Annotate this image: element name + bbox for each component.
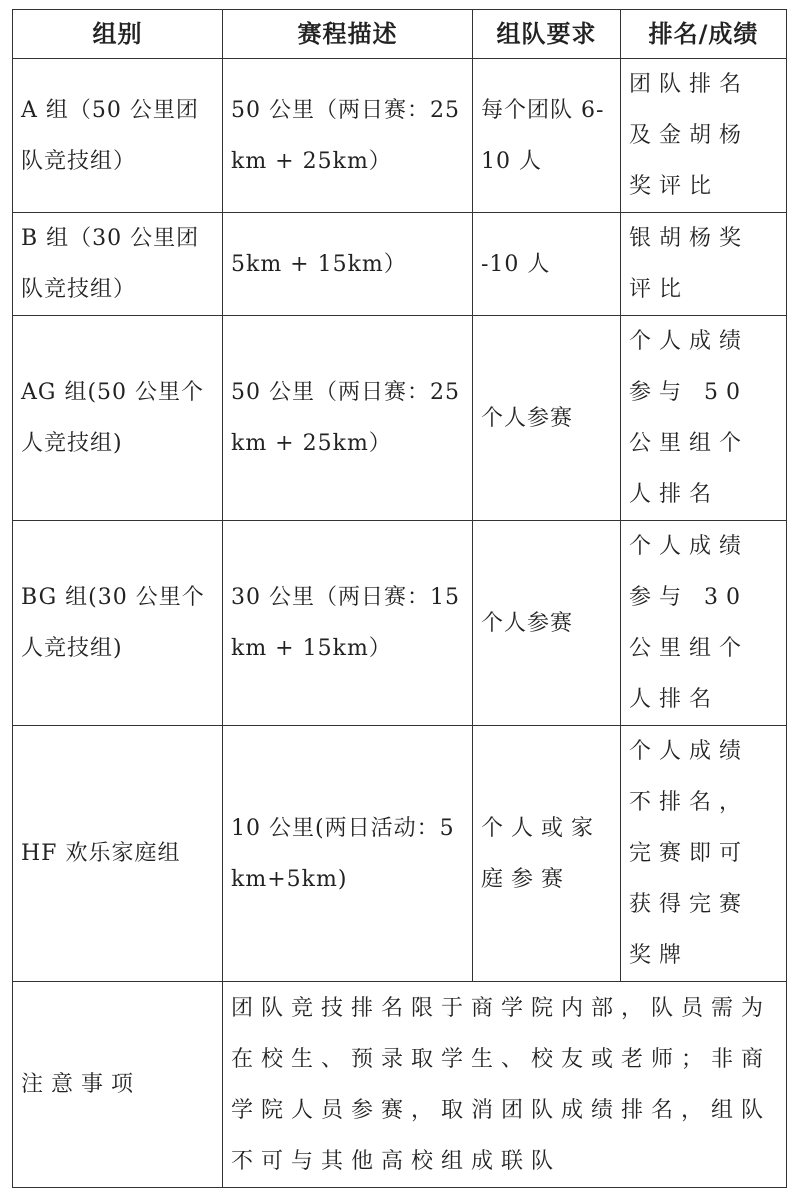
- team-cell: 个人或家庭参赛: [473, 726, 621, 982]
- table-row: [13, 316, 787, 521]
- group-cell: HF 欢乐家庭组: [13, 726, 223, 982]
- description-cell: 5km + 15km）: [223, 213, 473, 316]
- group-cell: A 组（50 公里团队竞技组）: [13, 59, 223, 213]
- table-row: [13, 521, 787, 726]
- notes-label: 注意事项: [13, 982, 223, 1188]
- header-row: [13, 10, 787, 59]
- header-group: 组别: [13, 10, 223, 59]
- notes-row: [13, 982, 787, 1188]
- table-row: [13, 59, 787, 213]
- group-cell: AG 组(50 公里个人竞技组): [13, 316, 223, 521]
- group-cell: B 组（30 公里团队竞技组）: [13, 213, 223, 316]
- ranking-cell: 个人成绩参与 50 公里组个人排名: [621, 316, 787, 521]
- ranking-cell: 团队排名及金胡杨奖评比: [621, 59, 787, 213]
- description-cell: 50 公里（两日赛：25km + 25km）: [223, 59, 473, 213]
- group-cell: BG 组(30 公里个人竞技组): [13, 521, 223, 726]
- header-description: 赛程描述: [223, 10, 473, 59]
- ranking-cell: 个人成绩参与 30 公里组个人排名: [621, 521, 787, 726]
- description-cell: 30 公里（两日赛：15km + 15km）: [223, 521, 473, 726]
- header-ranking: 排名/成绩: [621, 10, 787, 59]
- header-team-requirement: 组队要求: [473, 10, 621, 59]
- description-cell: 50 公里（两日赛：25km + 25km）: [223, 316, 473, 521]
- notes-text: 团队竞技排名限于商学院内部，队员需为在校生、预录取学生、校友或老师；非商学院人员参赛，取消团队成绩排名，组队不可与其他高校组成联队: [223, 982, 787, 1188]
- team-cell: 个人参赛: [473, 316, 621, 521]
- race-groups-table: [12, 9, 787, 1188]
- table-row: [13, 726, 787, 982]
- description-cell: 10 公里(两日活动：5km+5km): [223, 726, 473, 982]
- team-cell: -10 人: [473, 213, 621, 316]
- ranking-cell: 银胡杨奖评比: [621, 213, 787, 316]
- team-cell: 每个团队 6-10 人: [473, 59, 621, 213]
- ranking-cell: 个人成绩不排名，完赛即可获得完赛奖牌: [621, 726, 787, 982]
- team-cell: 个人参赛: [473, 521, 621, 726]
- table-row: [13, 213, 787, 316]
